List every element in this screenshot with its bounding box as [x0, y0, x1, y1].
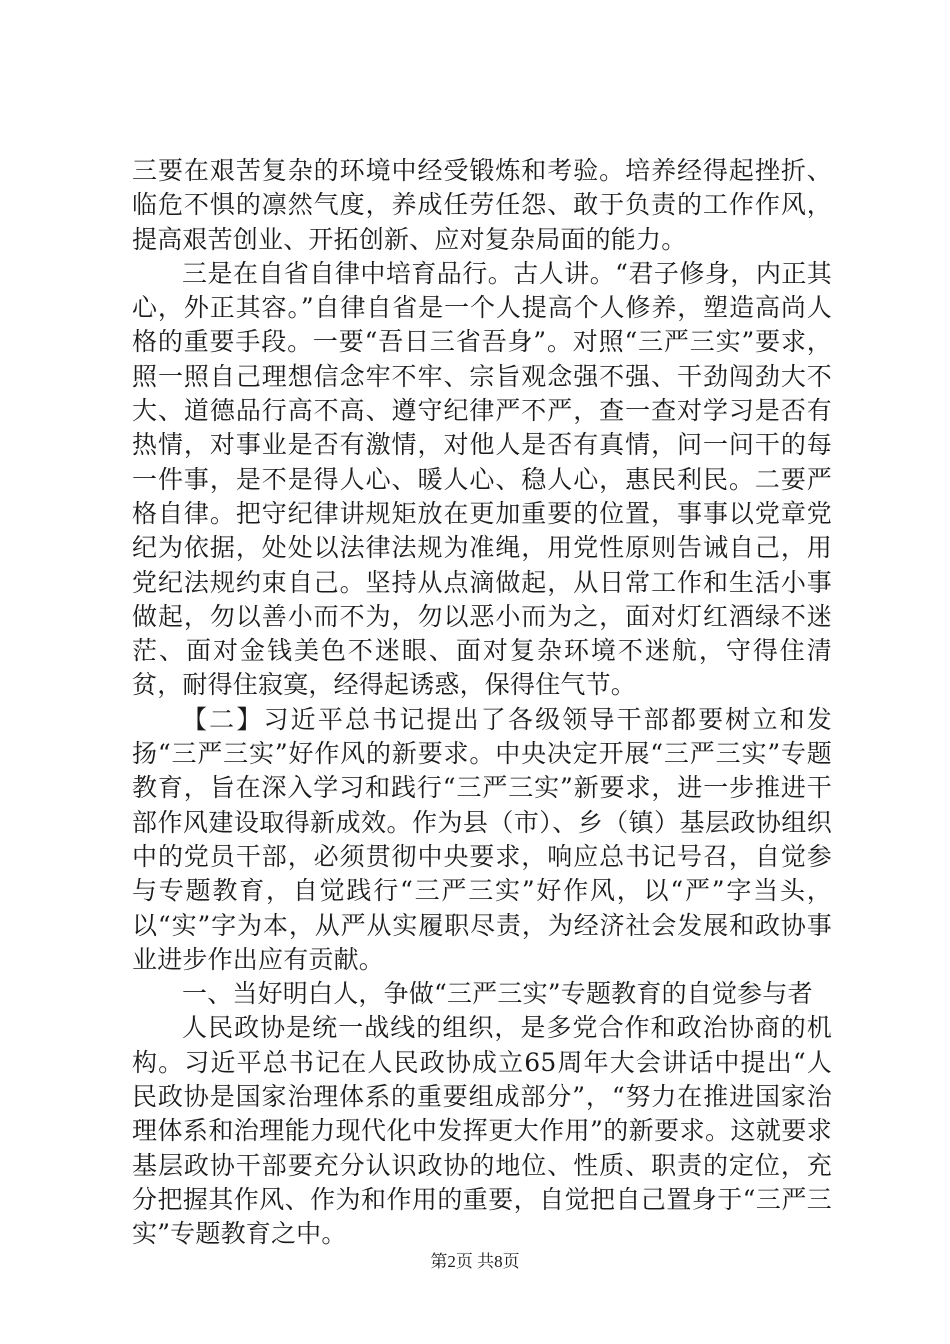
paragraph-self-discipline: 三是在自省自律中培育品行。古人讲。“君子修身，内正其心，外正其容。”自律自省是一个人提高个人修养，塑造高尚人格的重要手段。一要“吾日三省吾身”。对照“三严三实”要求，照一照自己理想信念牢不牢、宗旨观念强不强、干劲闯劲大不大、道德品行高不高、遵守纪律严不严，查一查对学习是否有热情，对事业是否有激情，对他人是否有真情，问一问干的每一件事，是不是得人心、暖人心、稳人心，惠民利民。二要严格自律。把守纪律讲规矩放在更加重要的位置，事事以党章党纪为依据，处处以法律法规为准绳，用党性原则告诫自己，用党纪法规约束自己。坚持从点滴做起，从日常工作和生活小事做起，勿以善小而不为，勿以恶小而为之，面对灯红酒绿不迷茫、面对金钱美色不迷眼、面对复杂环境不迷航，守得住清贫，耐得住寂寞，经得起诱惑，保得住气节。 [132, 258, 832, 700]
page-footer [0, 1247, 950, 1272]
document-body [132, 154, 832, 1252]
paragraph-continuation: 三要在艰苦复杂的环境中经受锻炼和考验。培养经得起挫折、临危不惧的凛然气度，养成任劳任怨、敢于负责的工作作风，提高艰苦创业、开拓创新、应对复杂局面的能力。 [132, 156, 832, 254]
section-heading-one: 一、当好明白人，争做“三严三实”专题教育的自觉参与者 [182, 979, 813, 1009]
paragraph-cppcc: 人民政协是统一战线的组织，是多党合作和政治协商的机构。习近平总书记在人民政协成立65周年大会讲话中提出“人民政协是国家治理体系的重要组成部分”，“努力在推进国家治理体系和治理能力现代化中发挥更大作用”的新要求。这就要求基层政协干部要充分认识政协的地位、性质、职责的定位，充分把握其作风、作为和作用的重要，自觉把自己置身于“三严三实”专题教育之中。 [132, 1013, 832, 1249]
paragraph-section-two: 【二】习近平总书记提出了各级领导干部都要树立和发扬“三严三实”好作风的新要求。中央决定开展“三严三实”专题教育，旨在深入学习和践行“三严三实”新要求，进一步推进干部作风建设取得新成效。作为县（市）、乡（镇）基层政协组织中的党员干部，必须贯彻中央要求，响应总书记号召，自觉参与专题教育，自觉践行“三严三实”好作风，以“严”字当头，以“实”字为本，从严从实履职尽责，为经济社会发展和政协事业进步作出应有贡献。 [132, 704, 832, 974]
page-number: 第2页 共8页 [430, 1252, 520, 1271]
